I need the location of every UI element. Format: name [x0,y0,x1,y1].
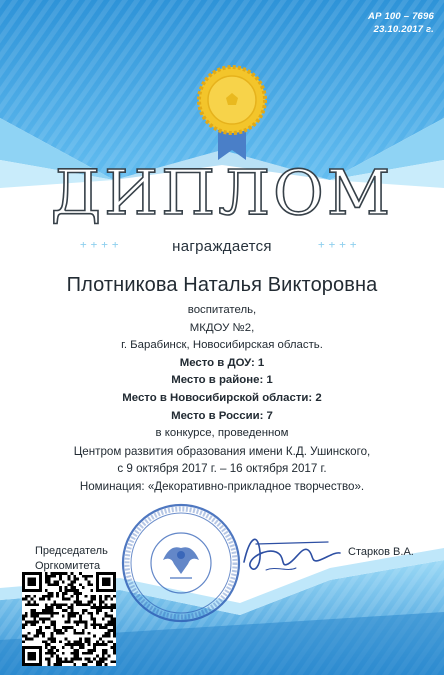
document-date: 23.10.2017 г. [373,24,434,35]
recipient-location: г. Барабинск, Новосибирская область. [121,339,323,352]
document-number-code: АР 100 – 7696 [368,11,434,22]
contest-line: в конкурсе, проведенном [155,427,289,440]
awarded-label: награждается [172,238,272,255]
chairman-label [35,544,108,574]
chairman-line-1: Председатель [35,545,108,557]
signature-icon [236,522,346,582]
place-dou: Место в ДОУ: 1 [179,356,265,369]
signer-name: Старков В.А. [348,546,414,558]
qr-code-icon [22,572,116,666]
decor-plus-left: ++++ [80,238,123,251]
gold-medal-icon [192,60,272,165]
chairman-line-2: Оргкомитета [35,560,101,572]
recipient-position: воспитатель, [187,304,257,316]
recipient-organization: МКДОУ №2, [189,321,255,334]
place-district: Место в районе: 1 [171,374,273,387]
diploma-title: ДИПЛОМ [50,156,394,229]
nomination-line: Номинация: «Декоративно-прикладное творчество». [79,479,365,493]
recipient-name: Плотникова Наталья Викторовна [66,274,378,296]
organizer-line: Центром развития образования имени К.Д. Ушинского, [73,444,371,458]
decor-plus-right: ++++ [318,238,361,251]
contest-dates: с 9 октября 2017 г. – 16 октября 2017 г. [117,462,327,476]
place-region: Место в Новосибирской области: 2 [122,391,322,404]
place-russia: Место в России: 7 [171,409,273,422]
document-number [368,10,434,36]
official-seal-icon [118,500,244,626]
diploma-body [0,302,444,496]
